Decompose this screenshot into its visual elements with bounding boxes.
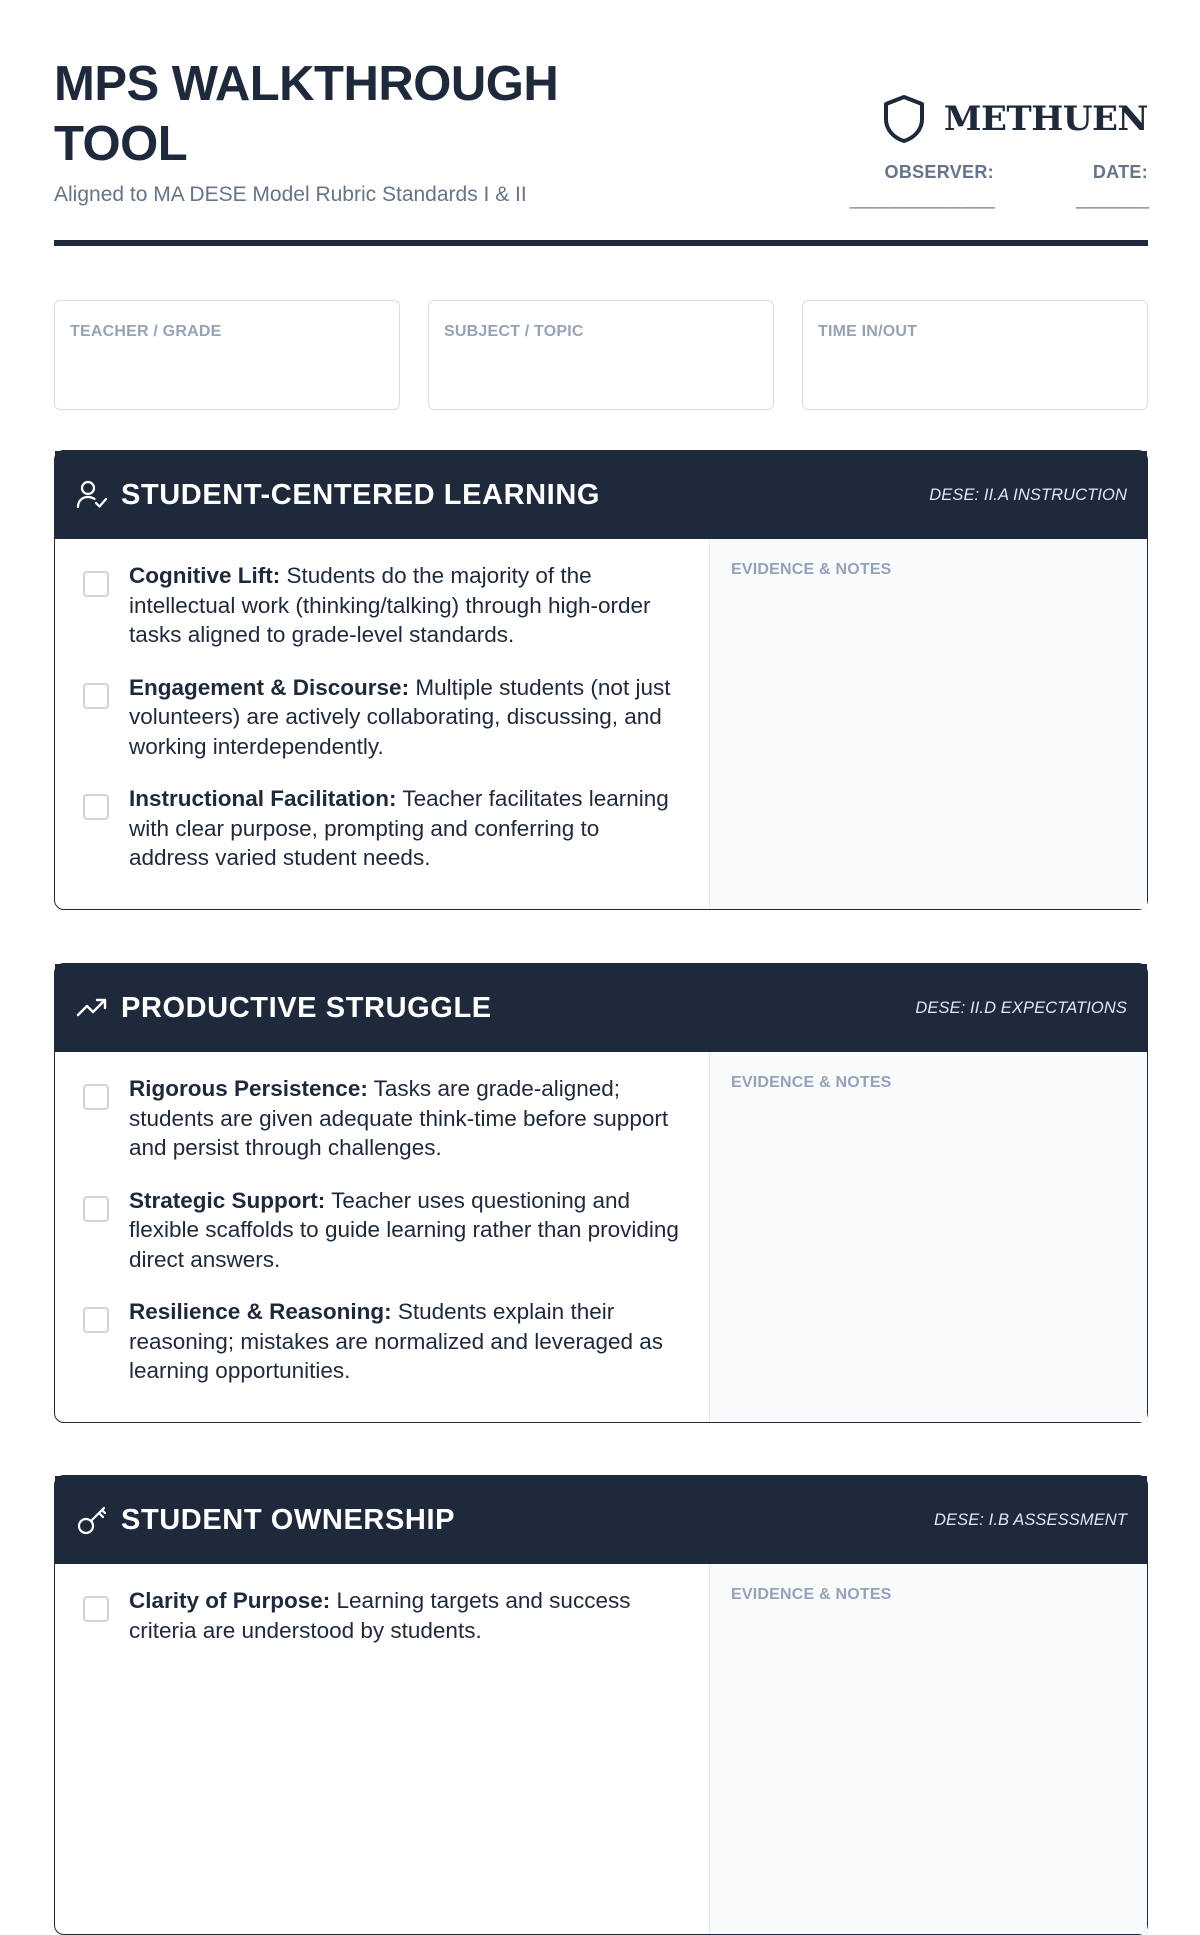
page-title: MPS WALKTHROUGH TOOL xyxy=(54,57,559,171)
criterion-checkbox[interactable] xyxy=(83,683,109,709)
notes-label: EVIDENCE & NOTES xyxy=(731,561,892,578)
evidence-notes-area[interactable] xyxy=(709,539,1147,909)
notes-label: EVIDENCE & NOTES xyxy=(731,1586,892,1603)
criterion-text xyxy=(129,1586,681,1645)
section-student-centered-learning xyxy=(54,450,1148,910)
observer-field[interactable] xyxy=(850,162,994,210)
field-label: TIME IN/OUT xyxy=(818,323,918,340)
criterion-term: Instructional Facilitation: xyxy=(129,786,397,811)
criterion-description: Teacher uses questioning and flexible scaffolds to guide learning rather than providing direct answers. xyxy=(129,1187,679,1272)
section-header xyxy=(55,451,1147,539)
section-tag: DESE: I.B ASSESSMENT xyxy=(933,1510,1127,1529)
info-fields xyxy=(54,300,1148,410)
criterion-item xyxy=(83,784,681,873)
criterion-item xyxy=(83,1586,681,1645)
criterion-description: Students do the majority of the intellectual work (thinking/talking) through high-order tasks aligned to grade-level standards. xyxy=(129,563,651,647)
criterion-checkbox[interactable] xyxy=(83,794,109,820)
criterion-term: Rigorous Persistence: xyxy=(129,1076,368,1101)
section-body xyxy=(55,539,1147,909)
observer-line: ________________ xyxy=(849,189,994,209)
criterion-description: Students explain their reasoning; mistakes are normalized and leveraged as learning opportunities. xyxy=(129,1299,664,1383)
user-check-icon xyxy=(75,478,109,512)
criterion-text xyxy=(129,561,681,650)
brand xyxy=(882,94,1148,144)
criterion-term: Cognitive Lift: xyxy=(129,563,281,588)
criteria-list xyxy=(55,539,709,909)
trending-up-icon xyxy=(75,991,109,1025)
criteria-list xyxy=(55,1564,709,1934)
criterion-checkbox[interactable] xyxy=(83,1596,109,1622)
section-header xyxy=(55,1476,1147,1564)
subject-topic-field[interactable] xyxy=(428,300,774,410)
criterion-text xyxy=(129,1186,681,1275)
criterion-text xyxy=(129,1297,681,1386)
section-body xyxy=(55,1564,1147,1934)
criterion-text xyxy=(129,784,681,873)
criterion-checkbox[interactable] xyxy=(83,571,109,597)
criterion-checkbox[interactable] xyxy=(83,1084,109,1110)
section-tag: DESE: II.D EXPECTATIONS xyxy=(915,998,1127,1017)
walkthrough-page xyxy=(54,0,1148,1643)
observer-date-row xyxy=(850,162,1148,210)
teacher-grade-field[interactable] xyxy=(54,300,400,410)
evidence-notes-area[interactable] xyxy=(709,1052,1147,1422)
section-title: STUDENT-CENTERED LEARNING xyxy=(121,478,601,511)
section-header xyxy=(55,964,1147,1052)
header-divider xyxy=(54,240,1148,246)
criterion-term: Strategic Support: xyxy=(129,1187,326,1213)
criterion-item xyxy=(83,1074,681,1163)
observer-label: OBSERVER: xyxy=(884,162,994,182)
criterion-term: Resilience & Reasoning: xyxy=(129,1299,392,1324)
section-body xyxy=(55,1052,1147,1422)
criterion-item xyxy=(83,561,681,650)
criterion-description: Teacher facilitates learning with clear purpose, prompting and conferring to address varied student needs. xyxy=(129,786,669,870)
criterion-description: Tasks are grade-aligned; students are given adequate think-time before support and persist through challenges. xyxy=(129,1076,669,1160)
criterion-description: Multiple students (not just volunteers) are actively collaborating, discussing, and working interdependently. xyxy=(129,674,671,759)
section-student-ownership xyxy=(54,1475,1148,1935)
section-title: PRODUCTIVE STRUGGLE xyxy=(121,991,492,1024)
date-label: DATE: xyxy=(1092,162,1148,182)
notes-label: EVIDENCE & NOTES xyxy=(731,1074,892,1091)
page-subtitle: Aligned to MA DESE Model Rubric Standards I & II xyxy=(54,183,527,206)
date-field[interactable] xyxy=(1076,162,1148,210)
section-tag: DESE: II.A INSTRUCTION xyxy=(929,485,1127,504)
criterion-text xyxy=(129,673,681,762)
section-productive-struggle xyxy=(54,963,1148,1423)
criterion-term: Engagement & Discourse: xyxy=(129,674,410,700)
date-line: ________ xyxy=(1075,189,1148,209)
brand-name: METHUEN xyxy=(943,99,1148,139)
shield-icon xyxy=(882,94,926,144)
key-icon xyxy=(75,1503,109,1537)
section-title: STUDENT OWNERSHIP xyxy=(121,1503,456,1536)
criterion-item xyxy=(83,673,681,762)
header xyxy=(54,0,1148,248)
criterion-term: Clarity of Purpose: xyxy=(129,1588,331,1613)
criterion-item xyxy=(83,1297,681,1386)
field-label: SUBJECT / TOPIC xyxy=(444,323,584,340)
evidence-notes-area[interactable] xyxy=(709,1564,1147,1934)
criterion-text xyxy=(129,1074,681,1163)
criterion-checkbox[interactable] xyxy=(83,1307,109,1333)
time-in-out-field[interactable] xyxy=(802,300,1148,410)
criterion-description: Learning targets and success criteria are understood by students. xyxy=(129,1588,631,1643)
criterion-item xyxy=(83,1186,681,1275)
field-label: TEACHER / GRADE xyxy=(70,323,222,340)
criterion-checkbox[interactable] xyxy=(83,1196,109,1222)
criteria-list xyxy=(55,1052,709,1422)
